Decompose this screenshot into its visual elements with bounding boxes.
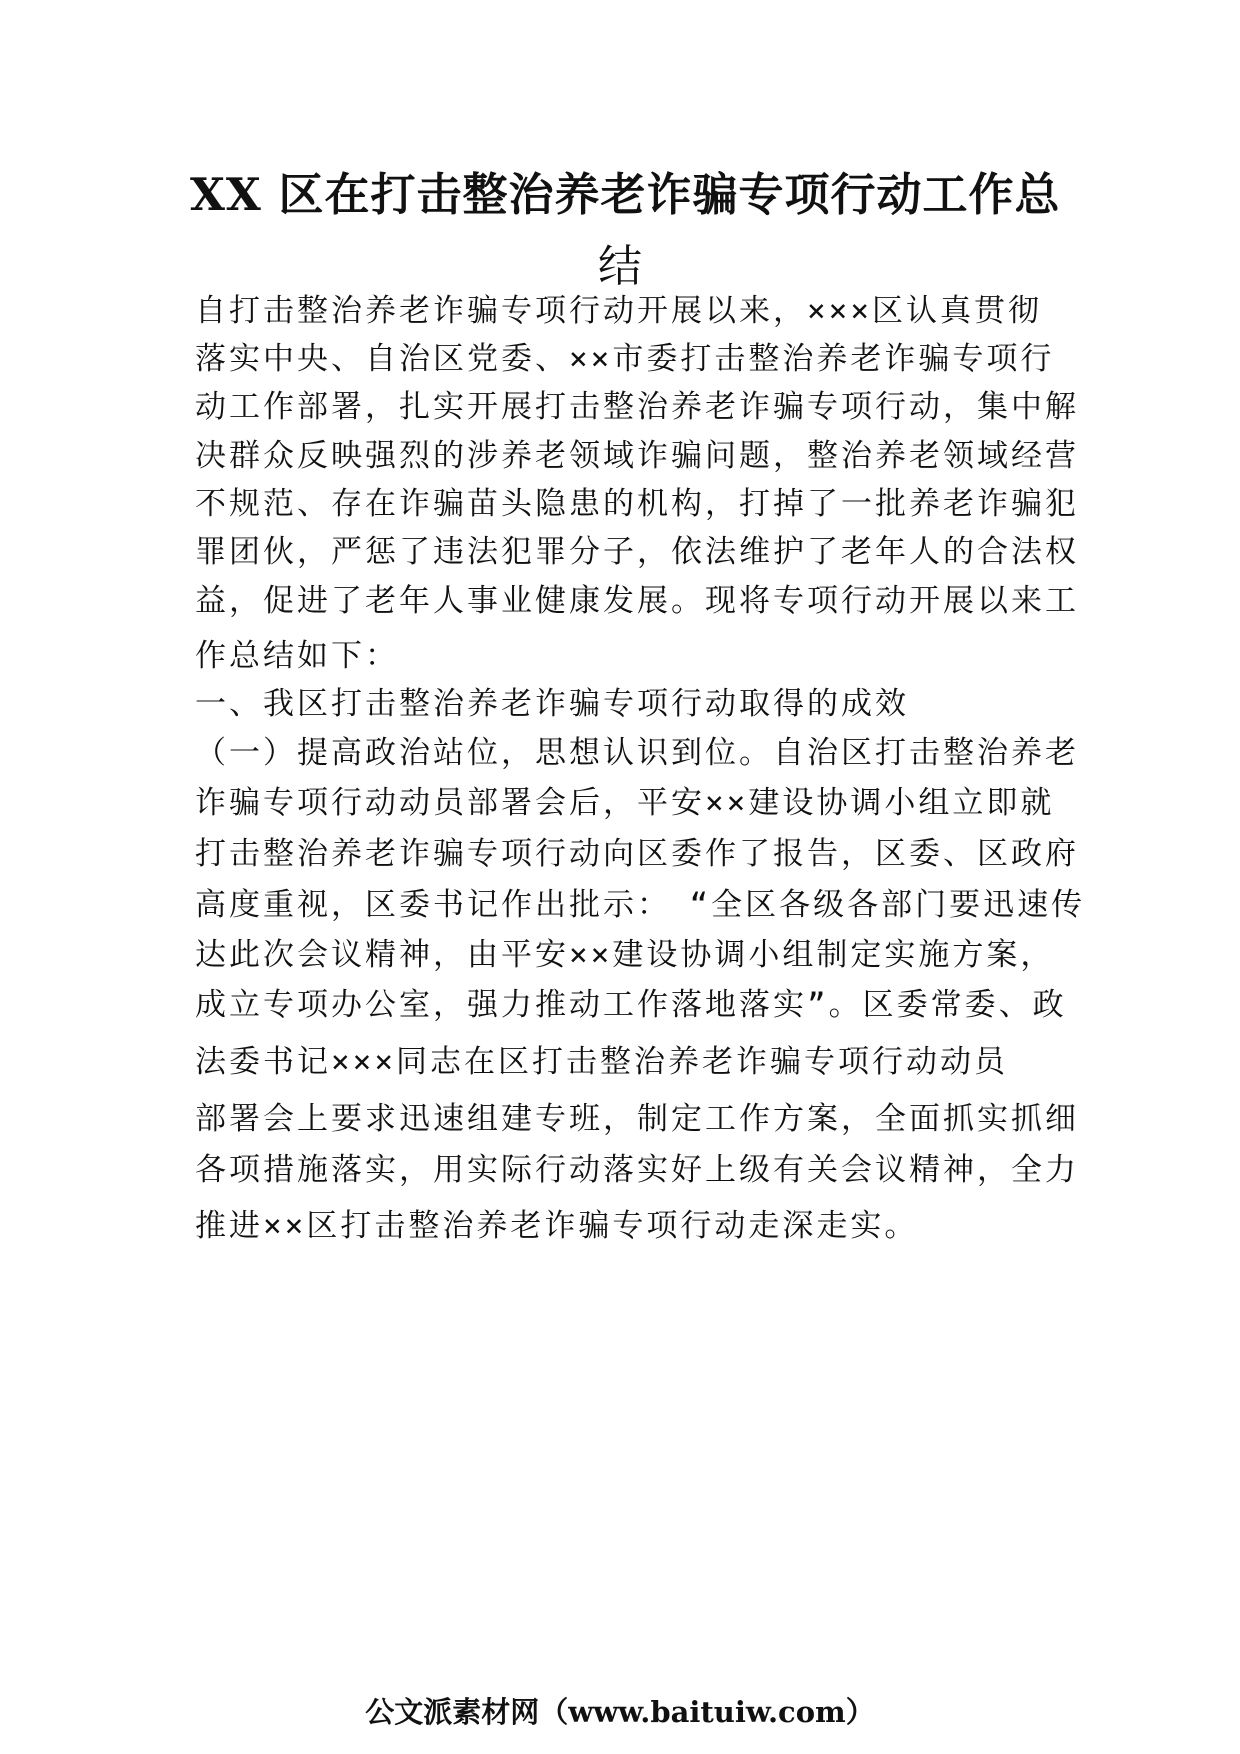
body-line-15: 成立专项办公室，强力推动工作落地落实”。区委常委、政 [195,987,1067,1023]
body-line-13: 高度重视，区委书记作出批示： “全区各级各部门要迅速传 [195,887,1086,923]
body-line-4: 决群众反映强烈的涉养老领域诈骗问题，整治养老领域经营 [195,438,1079,474]
body-line-16: 法委书记×××同志在区打击整治养老诈骗专项行动动员 [195,1044,1008,1080]
body-line-18: 各项措施落实，用实际行动落实好上级有关会议精神，全力 [195,1152,1079,1188]
body-line-11: 诈骗专项行动动员部署会后，平安××建设协调小组立即就 [195,785,1055,821]
body-line-7: 益，促进了老年人事业健康发展。现将专项行动开展以来工 [195,583,1079,619]
body-line-17: 部署会上要求迅速组建专班，制定工作方案，全面抓实抓细 [195,1101,1079,1137]
section-heading-1: 一、我区打击整治养老诈骗专项行动取得的成效 [195,686,909,722]
document-title-line-2: 结 [598,241,642,292]
body-line-1: 自打击整治养老诈骗专项行动开展以来，×××区认真贯彻 [195,293,1042,329]
body-line-6: 罪团伙，严惩了违法犯罪分子，依法维护了老年人的合法权 [195,534,1079,570]
body-line-2: 落实中央、自治区党委、××市委打击整治养老诈骗专项行 [195,341,1055,377]
body-line-19: 推进××区打击整治养老诈骗专项行动走深走实。 [195,1208,919,1244]
body-line-5: 不规范、存在诈骗苗头隐患的机构，打掉了一批养老诈骗犯 [195,486,1079,522]
body-line-3: 动工作部署，扎实开展打击整治养老诈骗专项行动，集中解 [195,389,1079,425]
body-line-12: 打击整治养老诈骗专项行动向区委作了报告，区委、区政府 [195,836,1079,872]
footer-watermark: 公文派素材网（www.baituiw.com） [365,1695,875,1729]
body-line-14: 达此次会议精神，由平安××建设协调小组制定实施方案， [195,937,1055,973]
body-line-8: 作总结如下： [195,638,399,674]
body-line-10: （一）提高政治站位，思想认识到位。自治区打击整治养老 [195,735,1079,771]
document-title-line-1: XX 区在打击整治养老诈骗专项行动工作总 [190,168,1061,221]
